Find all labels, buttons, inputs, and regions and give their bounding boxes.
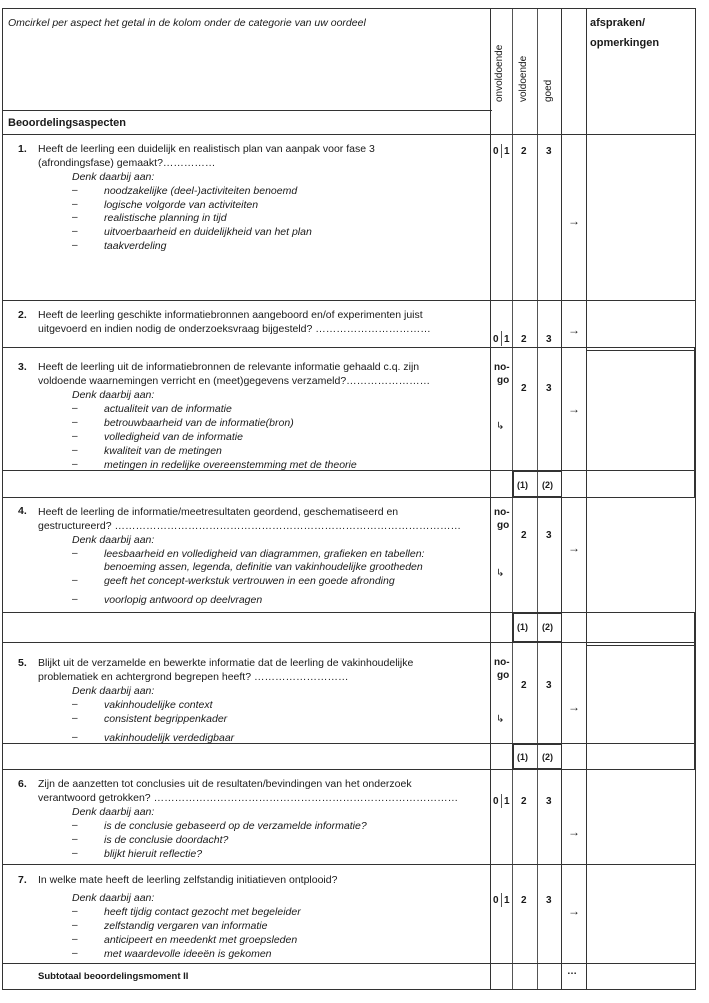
item-question-line1: Heeft de leerling de informatie/meetresultaten geordend, geschematiseerd en <box>38 506 399 518</box>
column-header-goed: goed <box>543 79 554 102</box>
sub-item: realistische planning in tijd <box>104 212 227 224</box>
bullet-dash: – <box>72 226 78 237</box>
score-option[interactable]: 2 <box>521 680 527 691</box>
sub-item: kwaliteit van de metingen <box>104 445 222 457</box>
hook-arrow-icon: ↳ <box>496 714 505 725</box>
section-title: Beoordelingsaspecten <box>8 117 126 129</box>
no-go-label-1[interactable]: no- <box>494 657 510 668</box>
sub-item: blijkt hieruit reflectie? <box>104 848 203 860</box>
sub-item: met waardevolle ideeën is gekomen <box>104 948 272 960</box>
item-number: 1. <box>18 143 27 155</box>
line <box>586 8 587 990</box>
line <box>512 496 562 498</box>
line <box>694 613 696 770</box>
line <box>512 641 562 643</box>
bullet-dash: – <box>72 417 78 428</box>
think-label: Denk daarbij aan: <box>72 892 155 904</box>
score-option[interactable]: 3 <box>546 530 552 541</box>
line <box>2 110 492 111</box>
line <box>2 769 696 770</box>
line <box>2 963 696 964</box>
score-extra[interactable]: (2) <box>542 752 553 762</box>
sub-item: is de conclusie gebaseerd op de verzamelde informatie? <box>104 820 367 832</box>
score-option[interactable]: 0 <box>493 146 499 157</box>
bullet-dash: – <box>72 699 78 710</box>
arrow-icon: → <box>568 904 580 918</box>
bullet-dash: – <box>72 445 78 456</box>
score-option[interactable]: 3 <box>546 895 552 906</box>
think-label: Denk daarbij aan: <box>72 389 155 401</box>
score-extra[interactable]: (1) <box>517 752 528 762</box>
line <box>501 794 502 808</box>
score-extra[interactable]: (1) <box>517 622 528 632</box>
score-extra[interactable]: (2) <box>542 480 553 490</box>
line <box>512 470 562 472</box>
sub-item: anticipeert en meedenkt met groepsleden <box>104 934 298 946</box>
score-option[interactable]: 2 <box>521 895 527 906</box>
line <box>2 300 696 301</box>
line <box>512 612 562 614</box>
line <box>2 8 696 9</box>
subtotal-dots: … <box>567 966 577 977</box>
line <box>694 348 696 498</box>
item-question-line2: verantwoord getrokken? …………………………………………………………………………… <box>38 792 459 804</box>
item-question-line2: (afrondingsfase) gemaakt?…………… <box>38 157 216 169</box>
column-header-voldoende: voldoende <box>518 55 529 102</box>
sub-item: taakverdeling <box>104 240 167 252</box>
sub-item: consistent begrippenkader <box>104 713 228 725</box>
score-option[interactable]: 2 <box>521 146 527 157</box>
score-option[interactable]: 3 <box>546 680 552 691</box>
remarks-header-line2: opmerkingen <box>590 37 660 49</box>
bullet-dash: – <box>72 920 78 931</box>
line <box>2 497 696 498</box>
sub-item: leesbaarheid en volledigheid van diagrammen, grafieken en tabellen: <box>104 548 425 560</box>
sub-item: is de conclusie doordacht? <box>104 834 229 846</box>
arrow-icon: → <box>568 825 580 839</box>
score-option[interactable]: 2 <box>521 334 527 345</box>
line <box>501 893 502 907</box>
no-go-label-1[interactable]: no- <box>494 362 510 373</box>
bullet-dash: – <box>72 906 78 917</box>
bullet-dash: – <box>72 199 78 210</box>
line <box>561 8 562 990</box>
sub-item: betrouwbaarheid van de informatie(bron) <box>104 417 294 429</box>
score-extra[interactable]: (2) <box>542 622 553 632</box>
think-label: Denk daarbij aan: <box>72 534 155 546</box>
hook-arrow-icon: ↳ <box>496 568 505 579</box>
score-option[interactable]: 0 <box>493 895 499 906</box>
arrow-icon: → <box>568 541 580 555</box>
sub-item: zelfstandig vergaren van informatie <box>104 920 268 932</box>
arrow-icon: → <box>568 214 580 228</box>
bullet-dash: – <box>72 212 78 223</box>
think-label: Denk daarbij aan: <box>72 806 155 818</box>
line <box>501 331 502 346</box>
bullet-dash: – <box>72 732 78 743</box>
item-number: 5. <box>18 657 27 669</box>
subtotal-label: Subtotaal beoordelingsmoment II <box>38 971 189 982</box>
item-question-line2: uitgevoerd en indien nodig de onderzoeksvraag bijgesteld? …………………………… <box>38 323 431 335</box>
line <box>2 864 696 865</box>
bullet-dash: – <box>72 548 78 559</box>
bullet-dash: – <box>72 185 78 196</box>
sub-item: geeft het concept-werkstuk vertrouwen in een goede afronding <box>104 575 395 587</box>
score-option[interactable]: 3 <box>546 146 552 157</box>
item-number: 4. <box>18 505 27 517</box>
line <box>512 612 514 643</box>
line <box>2 134 696 135</box>
item-question-line2: voldoende waarnemingen verricht en (meet)gegevens verzameld?…………………… <box>38 375 431 387</box>
item-question-line1: Heeft de leerling een duidelijk en realistisch plan van aanpak voor fase 3 <box>38 143 375 155</box>
remarks-header-line1: afspraken/ <box>590 17 646 29</box>
line <box>695 8 696 990</box>
score-option[interactable]: 3 <box>546 383 552 394</box>
sub-item: volledigheid van de informatie <box>104 431 243 443</box>
bullet-dash: – <box>72 403 78 414</box>
bullet-dash: – <box>72 575 78 586</box>
sub-item: noodzakelijke (deel-)activiteiten benoemd <box>104 185 298 197</box>
item-question-line1: Zijn de aanzetten tot conclusies uit de resultaten/bevindingen van het onderzoek <box>38 778 412 790</box>
line <box>2 347 696 348</box>
line <box>501 144 502 158</box>
line <box>512 470 514 498</box>
item-number: 7. <box>18 874 27 886</box>
line <box>512 768 562 770</box>
score-option[interactable]: 2 <box>521 530 527 541</box>
bullet-dash: – <box>72 594 78 605</box>
item-question-line1: Blijkt uit de verzamelde en bewerkte informatie dat de leerling de vakinhoudelijke <box>38 657 414 669</box>
bullet-dash: – <box>72 820 78 831</box>
sub-item: uitvoerbaarheid en duidelijkheid van het plan <box>104 226 312 238</box>
sub-item: vakinhoudelijke context <box>104 699 213 711</box>
bullet-dash: – <box>72 459 78 470</box>
item-question-line2: problematiek en achtergrond begrepen heeft? ……………………… <box>38 671 349 683</box>
no-go-label-2[interactable]: go <box>497 520 510 531</box>
line <box>537 8 538 990</box>
score-option[interactable]: 0 <box>493 796 499 807</box>
sub-item: voorlopig antwoord op deelvragen <box>104 594 263 606</box>
score-option[interactable]: 3 <box>546 334 552 345</box>
line <box>512 8 513 990</box>
score-option[interactable]: 2 <box>521 383 527 394</box>
column-header-onvoldoende: onvoldoende <box>494 44 505 102</box>
no-go-label-2[interactable]: go <box>497 670 510 681</box>
think-label: Denk daarbij aan: <box>72 685 155 697</box>
sub-item: metingen in redelijke overeenstemming met de theorie <box>104 459 357 471</box>
bullet-dash: – <box>72 240 78 251</box>
line <box>2 612 696 613</box>
item-number: 3. <box>18 361 27 373</box>
sub-item: logische volgorde van activiteiten <box>104 199 259 211</box>
item-question-line2: gestructureerd? ……………………………………………………………………………………… <box>38 520 461 532</box>
sub-item: heeft tijdig contact gezocht met begeleider <box>104 906 301 918</box>
arrow-icon: → <box>568 323 580 337</box>
score-option[interactable]: 3 <box>546 796 552 807</box>
sub-item-continuation: benoeming assen, legenda, definitie van vakinhoudelijke grootheden <box>104 561 423 573</box>
bullet-dash: – <box>72 431 78 442</box>
arrow-icon: → <box>568 402 580 416</box>
no-go-label-2[interactable]: go <box>497 375 510 386</box>
think-label: Denk daarbij aan: <box>72 171 155 183</box>
score-option[interactable]: 0 <box>493 334 499 345</box>
item-question-line1: In welke mate heeft de leerling zelfstandig initiatieven ontplooid? <box>38 874 338 886</box>
bullet-dash: – <box>72 834 78 845</box>
hook-arrow-icon: ↳ <box>496 421 505 432</box>
item-question-line1: Heeft de leerling geschikte informatiebronnen aangeboord en/of experimenten juist <box>38 309 423 321</box>
line <box>512 743 514 770</box>
score-option[interactable]: 1 <box>504 334 510 345</box>
bullet-dash: – <box>72 934 78 945</box>
score-option[interactable]: 2 <box>521 796 527 807</box>
line <box>2 989 696 990</box>
score-option[interactable]: 1 <box>504 146 510 157</box>
line <box>2 8 3 990</box>
sub-item: vakinhoudelijk verdedigbaar <box>104 732 235 744</box>
score-option[interactable]: 1 <box>504 895 510 906</box>
item-number: 6. <box>18 778 27 790</box>
score-extra[interactable]: (1) <box>517 480 528 490</box>
score-option[interactable]: 1 <box>504 796 510 807</box>
line <box>490 8 491 990</box>
bullet-dash: – <box>72 713 78 724</box>
sub-item: actualiteit van de informatie <box>104 403 232 415</box>
line <box>586 645 694 646</box>
line <box>512 743 562 745</box>
instruction-text: Omcirkel per aspect het getal in de kolom onder de categorie van uw oordeel <box>8 17 366 29</box>
item-number: 2. <box>18 309 27 321</box>
arrow-icon: → <box>568 700 580 714</box>
item-question-line1: Heeft de leerling uit de informatiebronnen de relevante informatie gehaald c.q. zijn <box>38 361 420 373</box>
bullet-dash: – <box>72 848 78 859</box>
bullet-dash: – <box>72 948 78 959</box>
line <box>586 350 694 351</box>
no-go-label-1[interactable]: no- <box>494 507 510 518</box>
line <box>2 642 696 643</box>
